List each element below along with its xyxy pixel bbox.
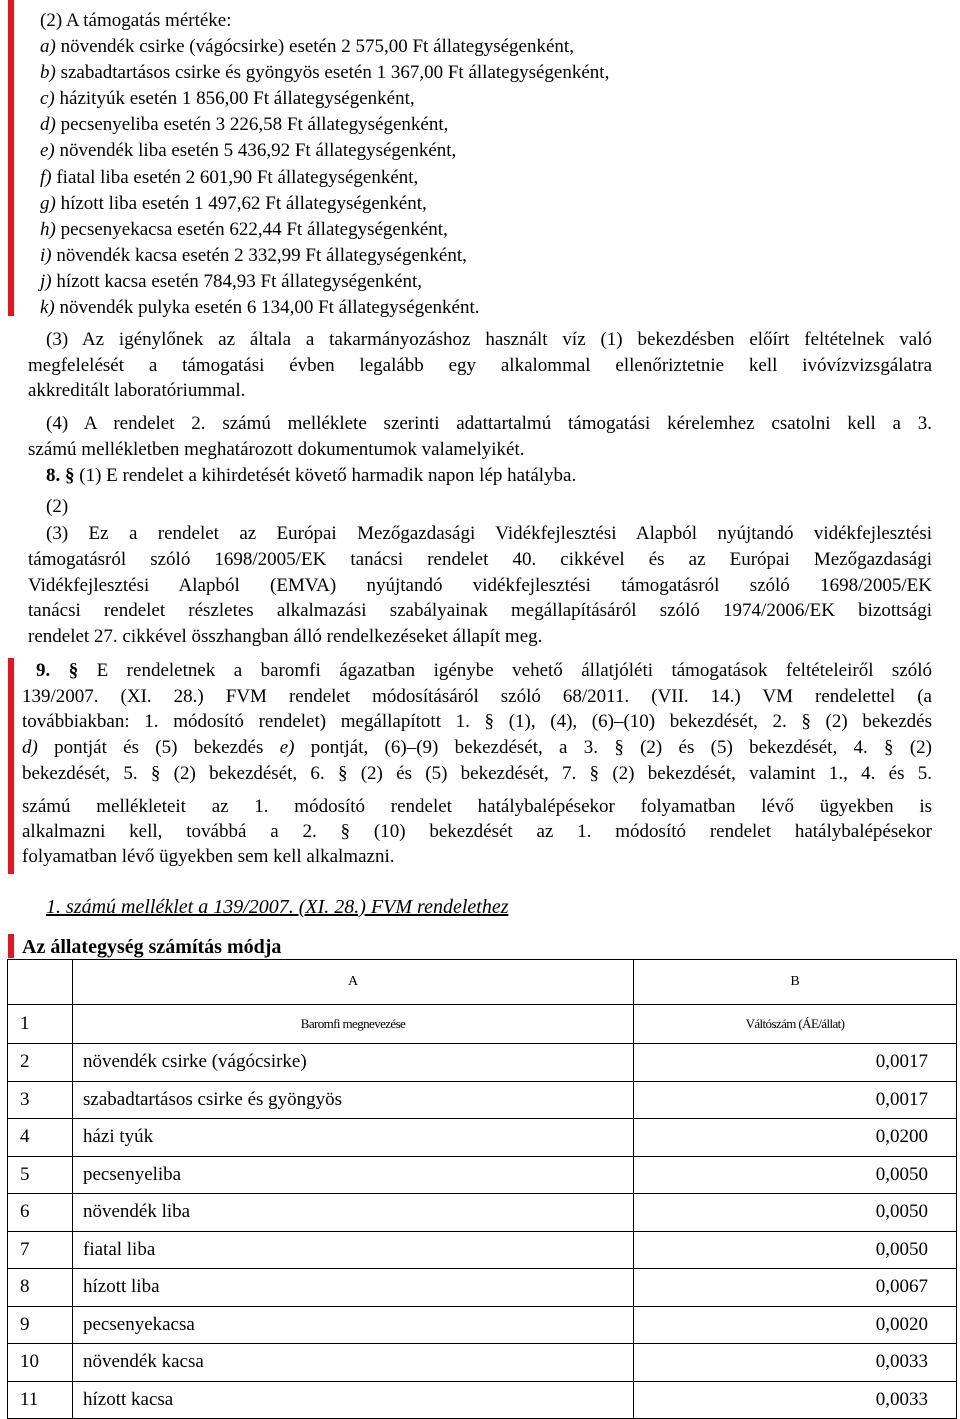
row-number: 8 [8,1269,73,1307]
support-rate-item-marker: e) [40,140,55,162]
support-rate-item-text: növendék csirke (vágócsirke) esetén 2 575,00 Ft állategységenként, [55,36,574,57]
poultry-name: házi tyúk [73,1119,634,1157]
table-title: Az állategység számítás módja [22,936,282,958]
support-rate-item-text: növendék kacsa esetén 2 332,99 Ft állategységenként, [51,244,467,266]
conversion-value: 0,0050 [634,1231,957,1269]
row-number: 2 [8,1044,73,1082]
table-header-row [8,1005,957,1044]
support-rate-item-text: pecsenyekacsa esetén 622,44 Ft állategységenként, [55,218,448,240]
section-9-point-e: e) [279,737,295,758]
section-8-p3-line-3: Vidékfejlesztési Alapból (EMVA) nyújtandó vidékfejlesztési támogatásról szóló 1698/2005/EK [28,575,932,596]
conversion-value: 0,0033 [634,1381,957,1419]
paragraph-3-line-2: megfelelését a támogatási évben legalább egy alkalommal ellenőriztetnie kell ivóvízvizsgálatra [28,355,932,376]
support-rate-item-text: házityúk esetén 1 856,00 Ft állategységenként, [54,88,415,110]
table-row [8,1081,957,1119]
support-rate-item-marker: i) [40,244,52,266]
row-number: 5 [8,1156,73,1194]
support-rate-item-marker: k) [40,297,55,318]
conversion-value: 0,0017 [634,1044,957,1082]
support-rate-item-marker: c) [40,88,55,110]
support-rate-item-marker: g) [40,192,56,214]
support-rate-item-text: szabadtartásos csirke és gyöngyös esetén 1 367,00 Ft állategységenként, [55,62,610,84]
support-rate-item [40,296,480,320]
row-number: 9 [8,1306,73,1344]
section-8-p3-line-2: támogatásról szóló 1698/2005/EK tanácsi rendelet 40. cikkével és az Európai Mezőgazdasági [28,549,932,570]
change-bar-table-title [8,934,14,958]
paragraph-4-line-2: számú mellékletben meghatározott dokumentumok valamelyikét. [28,439,525,460]
poultry-name: fiatal liba [73,1231,634,1269]
conversion-value: 0,0020 [634,1306,957,1344]
support-rate-item [40,244,467,268]
section-9-line-4 [22,736,932,760]
support-rate-item-text: hízott liba esetén 1 497,62 Ft állategységenként, [55,192,427,214]
column-letter-a: A [73,960,634,1005]
conversion-value: 0,0050 [634,1156,957,1194]
poultry-name: növendék liba [73,1194,634,1232]
section-8-sign: § [65,465,75,486]
support-rate-item [40,218,448,242]
livestock-unit-table [7,959,957,1419]
column-letter-b: B [634,960,957,1005]
poultry-name: pecsenyeliba [73,1156,634,1194]
section-8-p3-line-4: tanácsi rendelet részletes alkalmazási szabályainak megállapításáról szóló 1974/2006/EK bizottsági [28,600,932,621]
support-rate-item-text: fiatal liba esetén 2 601,90 Ft állategységenként, [51,166,419,188]
annex-title-link[interactable]: 1. számú melléklet a 139/2007. (XI. 28.) FVM rendelethez [46,896,509,918]
support-rate-item-text: növendék pulyka esetén 6 134,00 Ft állategységenként. [54,297,480,318]
section-9-line-8: folyamatban lévő ügyekben sem kell alkalmazni. [22,846,395,867]
section-9-text: E rendeletnek a baromfi ágazatban igénybe vehető állatjóléti támogatások feltételeiről szóló [78,660,933,681]
section-8-paragraph-2: (2) [46,496,69,517]
section-8-text: (1) E rendelet a kihirdetését követő harmadik napon lép hatályba. [74,465,577,486]
poultry-name: növendék csirke (vágócsirke) [73,1044,634,1082]
section-9-line-2: 139/2007. (XI. 28.) FVM rendelet módosításáról szóló 68/2011. (VII. 14.) VM rendelettel (a [22,686,932,707]
section-9-line-5: bekezdését, 5. § (2) bekezdését, 6. § (2) és (5) bekezdését, 7. § (2) bekezdését, valamint 1., 4. és 5. [22,763,932,784]
section-8-p3-line-1: (3) Ez a rendelet az Európai Mezőgazdasági Vidékfejlesztési Alapból nyújtandó vidékfejlesztési [46,523,932,544]
header-conversion-rate: Váltószám (ÁE/állat) [634,1005,957,1044]
table-row [8,1194,957,1232]
header-poultry-name: Baromfi megnevezése [73,1005,634,1044]
support-rate-item [40,270,422,294]
table-row [8,1156,957,1194]
support-rate-item-marker: d) [40,114,56,136]
table-row [8,1231,957,1269]
conversion-value: 0,0017 [634,1081,957,1119]
support-rate-item-marker: f) [40,166,52,188]
table-row [8,1044,957,1082]
support-rate-item [40,192,427,216]
table-row [8,1381,957,1419]
table-row [8,1119,957,1157]
support-rate-item [40,61,609,85]
section-9-line-6: számú mellékleteit az 1. módosító rendelet hatálybalépésekor folyamatban lévő ügyekben is [22,796,932,817]
support-rate-item [40,166,418,190]
support-rate-item-marker: b) [40,62,56,84]
paragraph-3-line-3: akkreditált laboratóriummal. [28,380,246,401]
row-number: 11 [8,1381,73,1419]
support-rate-heading: (2) A támogatás mértéke: [40,10,232,31]
change-bar-section9 [8,658,14,874]
support-rate-item [40,87,415,111]
support-rate-item [40,139,456,163]
support-rate-item-text: növendék liba esetén 5 436,92 Ft állategységenként, [54,140,457,162]
section-9-line-4-a: pontját és (5) bekezdés [37,737,280,758]
section-9-line-3: továbbiakban: 1. módosító rendelet) megállapított 1. § (1), (4), (6)–(10) bekezdését, 2. § (2) bekezdés [22,711,932,732]
poultry-name: növendék kacsa [73,1344,634,1382]
table-corner-cell [8,960,73,1005]
section-9-line-4-b: pontját, (6)–(9) bekezdését, a 3. § (2) és (5) bekezdését, 4. § (2) [294,737,932,758]
paragraph-4-line-1: (4) A rendelet 2. számú melléklete szerinti adattartalmú támogatási kérelemhez csatolni kell a 3. [46,413,932,434]
section-8-heading [46,464,576,488]
row-number: 6 [8,1194,73,1232]
support-rate-item-marker: h) [40,218,56,240]
conversion-value: 0,0050 [634,1194,957,1232]
poultry-name: hízott liba [73,1269,634,1307]
support-rate-item-text: hízott kacsa esetén 784,93 Ft állategységenként, [51,270,422,292]
row-number: 7 [8,1231,73,1269]
paragraph-3-line-1: (3) Az igénylőnek az általa a takarmányozáshoz használt víz (1) bekezdésben előírt feltételnek való [46,329,932,350]
poultry-name: szabadtartásos csirke és gyöngyös [73,1081,634,1119]
row-number: 10 [8,1344,73,1382]
section-8-p3-line-5: rendelet 27. cikkével összhangban álló rendelkezéseket állapít meg. [28,626,543,647]
conversion-value: 0,0067 [634,1269,957,1307]
support-rate-item-marker: j) [40,270,52,292]
poultry-name: hízott kacsa [73,1381,634,1419]
section-9-line-7: alkalmazni kell, továbbá a 2. § (10) bekezdését az 1. módosító rendelet hatálybalépésekor [22,821,932,842]
section-9-number: 9. [36,660,51,681]
section-9-sign: § [68,660,79,681]
table-row [8,1269,957,1307]
row-number: 3 [8,1081,73,1119]
section-8-number: 8. [46,465,61,486]
support-rate-item-marker: a) [40,36,56,57]
poultry-name: pecsenyekacsa [73,1306,634,1344]
support-rate-item [40,113,448,137]
table-column-letters [8,960,957,1005]
support-rate-item [40,35,574,59]
table-row [8,1344,957,1382]
support-rate-item-text: pecsenyeliba esetén 3 226,58 Ft állategységenként, [55,114,449,136]
header-row-number: 1 [8,1005,73,1044]
conversion-value: 0,0200 [634,1119,957,1157]
table-row [8,1306,957,1344]
change-bar-top [8,0,14,316]
section-9-point-d: d) [22,737,38,758]
conversion-value: 0,0033 [634,1344,957,1382]
section-9-line-1 [36,659,932,683]
row-number: 4 [8,1119,73,1157]
